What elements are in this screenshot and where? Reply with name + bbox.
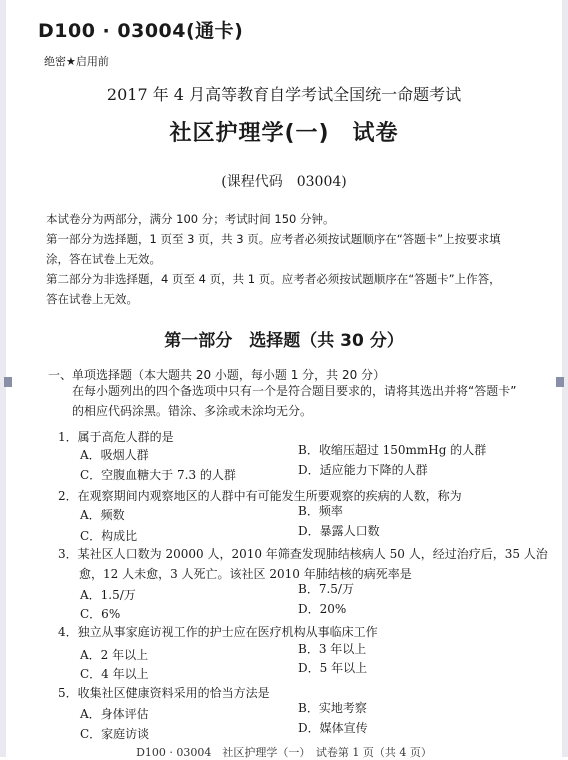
option-d: D．5 年以上 [298,661,368,675]
option-c: C．家庭访谈 [80,727,150,741]
section-heading: 一、单项选择题（本大题共 20 小题，每小题 1 分，共 20 分） [48,368,386,382]
instruction-line: 本试卷分为两部分，满分 100 分；考试时间 150 分钟。 [46,212,335,226]
option-c: C．空腹血糖大于 7.3 的人群 [80,468,236,482]
binding-mark-left [4,377,12,387]
option-c: C．4 年以上 [80,667,149,681]
section-note: 的相应代码涂黑。错涂、多涂或未涂均无分。 [72,404,313,418]
option-d: D．媒体宣传 [298,721,368,735]
question-stem: 4．独立从事家庭访视工作的护士应在医疗机构从事临床工作 [58,625,378,639]
binding-mark-right [556,377,564,387]
question-stem: 5．收集社区健康资料采用的恰当方法是 [58,686,270,700]
option-a: A．1.5/万 [80,588,136,602]
question-stem: 3．某社区人口数为 20000 人，2010 年筛查发现肺结核病人 50 人，经过治疗后，35 人治 [58,547,548,561]
section-title: 第一部分 选择题（共 30 分） [164,331,404,351]
paper-title: 社区护理学(一) 试卷 [169,121,399,146]
option-d: D．适应能力下降的人群 [298,463,428,477]
option-c: C．构成比 [80,529,138,543]
section-note: 在每小题列出的四个备选项中只有一个是符合题目要求的，请将其选出并将“答题卡” [72,384,517,398]
paper-code: D100 · 03004(通卡) [38,20,244,42]
instruction-line: 第一部分为选择题，1 页至 3 页，共 3 页。应考者必须按试题顺序在“答题卡”上按要求填 [46,232,501,246]
exam-title: 2017 年 4 月高等教育自学考试全国统一命题考试 [106,85,462,104]
option-b: B．7.5/万 [298,582,354,596]
option-a: A．频数 [80,508,125,522]
option-c: C．6% [80,607,121,621]
course-code: (课程代码 03004) [221,174,347,190]
option-a: A．身体评估 [80,707,149,721]
option-b: B．3 年以上 [298,642,367,656]
option-b: B．收缩压超过 150mmHg 的人群 [298,443,487,457]
question-stem: 1．属于高危人群的是 [58,430,174,444]
option-d: D．20% [298,602,347,616]
option-b: B．实地考察 [298,701,367,715]
page-footer: D100 · 03004 社区护理学（一） 试卷第 1 页（共 4 页） [136,746,432,759]
question-stem: 2．在观察期间内观察地区的人群中有可能发生所要观察的疾病的人数，称为 [58,489,462,503]
instruction-line: 答在试卷上无效。 [46,292,138,306]
option-b: B．频率 [298,504,343,518]
option-a: A．吸烟人群 [80,448,149,462]
option-a: A．2 年以上 [80,648,149,662]
instruction-line: 第二部分为非选择题，4 页至 4 页，共 1 页。应考者必须按试题顺序在“答题卡”上作答， [46,272,501,286]
secret-label: 绝密★启用前 [44,55,109,68]
question-stem: 愈，12 人未愈，3 人死亡。该社区 2010 年肺结核的病死率是 [79,567,412,581]
option-d: D．暴露人口数 [298,524,380,538]
instruction-line: 涂，答在试卷上无效。 [46,252,161,266]
